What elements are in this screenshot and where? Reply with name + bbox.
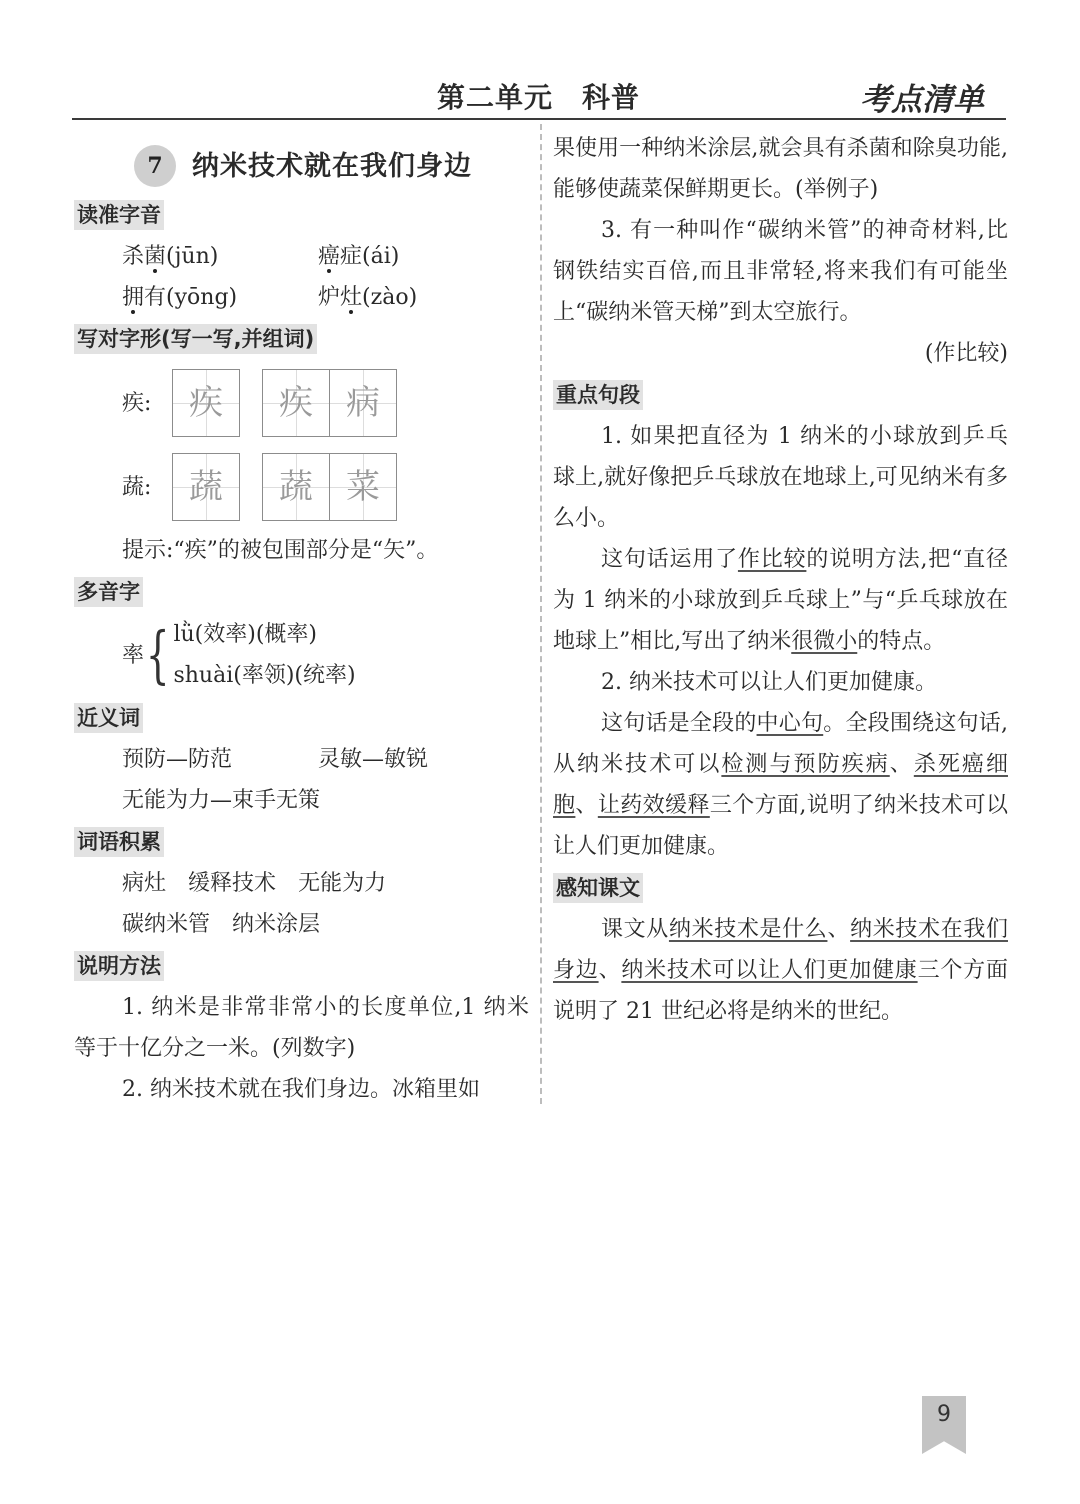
page-number: 9	[937, 1402, 951, 1427]
perception-paragraph: 课文从纳米技术是什么、纳米技术在我们身边、纳米技术可以让人们更加健康三个方面说明了 21 世纪必将是纳米的世纪。	[553, 917, 1008, 1024]
emphasis-dot-char: 拥	[122, 285, 145, 310]
section-writing: 写对字形(写一写,并组词)	[74, 324, 317, 354]
left-column	[74, 142, 529, 1110]
underlined-term: 杀死癌细胞	[553, 752, 1008, 818]
section-synonyms: 近义词	[74, 703, 143, 733]
column-divider	[540, 124, 542, 1104]
key-analysis: 这句话是全段的中心句。全段围绕这句话,从纳米技术可以检测与预防疾病、杀死癌细胞、让药效缓释三个方面,说明了纳米技术可以让人们更加健康。	[553, 711, 1008, 859]
synonym-pair: 无能为力—束手无策	[122, 788, 321, 813]
method-tag: (作比较)	[924, 341, 1008, 366]
vocab-item: 无能为力	[298, 871, 387, 896]
tian-grid-cell: 蔬	[172, 453, 240, 521]
tian-grid-cell: 疾	[172, 369, 240, 437]
synonym-pair: 灵敏—敏锐	[318, 747, 429, 772]
underlined-term: 检测与预防疾病	[721, 752, 890, 777]
pron-item: 拥有(yōng)	[122, 285, 238, 310]
page-header	[72, 72, 1006, 120]
polyphone-reading: shuài(率领)(统率)	[173, 663, 356, 688]
underlined-term: 纳米技术可以让人们更加健康	[621, 958, 918, 983]
underlined-term: 纳米技术是什么	[668, 917, 828, 942]
pron-row	[74, 236, 529, 277]
synonym-row	[74, 739, 529, 780]
pron-item: 炉灶(zào)	[318, 285, 418, 310]
lesson-heading	[74, 142, 529, 190]
emphasis-dot-char: 灶	[340, 285, 363, 310]
underlined-term: 纳米技术在我们身边	[553, 917, 1008, 983]
section-polyphone: 多音字	[74, 577, 143, 607]
vocab-item: 碳纳米管	[122, 912, 211, 937]
key-sentence: 2. 纳米技术可以让人们更加健康。	[601, 670, 937, 695]
section-methods: 说明方法	[74, 951, 164, 981]
vocab-row	[74, 904, 529, 945]
pron-item: 杀菌(jūn)	[122, 244, 219, 269]
pron-item: 癌症(ái)	[318, 244, 400, 269]
section-perception: 感知课文	[553, 873, 643, 903]
lesson-number-badge: 7	[134, 145, 176, 187]
writing-hint: 提示:“疾”的被包围部分是“矢”。	[122, 538, 439, 563]
grid-label: 蔬:	[122, 474, 152, 500]
emphasis-dot-char: 菌	[144, 244, 167, 269]
tian-grid-cell: 病	[330, 369, 397, 437]
section-key-sentences: 重点句段	[553, 380, 643, 410]
polyphone-char: 率	[122, 642, 145, 668]
vocab-item: 病灶	[122, 871, 167, 896]
underlined-term: 中心句	[756, 711, 824, 736]
emphasis-dot-char: 癌	[318, 244, 341, 269]
brace-icon: {	[145, 618, 170, 691]
key-analysis: 这句话运用了作比较的说明方法,把“直径为 1 纳米的小球放到乒乓球上”与“乒乓球放在地球上”相比,写出了纳米很微小的特点。	[553, 547, 1008, 654]
grid-label: 疾:	[122, 390, 152, 416]
method-paragraph: 1. 纳米是非常非常小的长度单位,1 纳米等于十亿分之一米。(列数字)	[74, 995, 529, 1061]
method-paragraph: 2. 纳米技术就在我们身边。冰箱里如	[122, 1077, 480, 1102]
section-pronunciation: 读准字音	[74, 200, 164, 230]
section-brand: 考点清单	[860, 82, 984, 118]
key-sentence: 1. 如果把直径为 1 纳米的小球放到乒乓球上,就好像把乒乓球放在地球上,可见纳米有多么小。	[553, 424, 1008, 531]
synonym-pair: 预防—防范	[122, 747, 233, 772]
tian-grid-cell: 疾	[262, 369, 330, 437]
lesson-title: 纳米技术就在我们身边	[192, 150, 472, 182]
vocab-item: 缓释技术	[188, 871, 277, 896]
right-column	[553, 128, 1008, 1032]
pron-row	[74, 277, 529, 318]
vocab-row	[74, 863, 529, 904]
vocab-item: 纳米涂层	[232, 912, 321, 937]
polyphone-reading: lǜ(效率)(概率)	[173, 622, 318, 647]
writing-grid-row	[74, 446, 529, 528]
tian-grid-cell: 蔬	[262, 453, 330, 521]
method-paragraph-continued: 果使用一种纳米涂层,就会具有杀菌和除臭功能,能够使蔬菜保鲜期更长。(举例子)	[553, 136, 1008, 202]
underlined-term: 让药效缓释	[597, 793, 710, 818]
tian-grid-cell: 菜	[330, 453, 397, 521]
unit-title: 第二单元 科普	[437, 81, 641, 114]
section-vocabulary: 词语积累	[74, 827, 164, 857]
polyphone-entry	[74, 613, 529, 697]
underlined-term: 很微小	[791, 629, 858, 654]
underlined-term: 作比较	[737, 547, 807, 572]
writing-grid-row	[74, 362, 529, 444]
method-paragraph: 3. 有一种叫作“碳纳米管”的神奇材料,比钢铁结实百倍,而且非常轻,将来我们有可能坐上“碳纳米管天梯”到太空旅行。	[553, 218, 1008, 325]
